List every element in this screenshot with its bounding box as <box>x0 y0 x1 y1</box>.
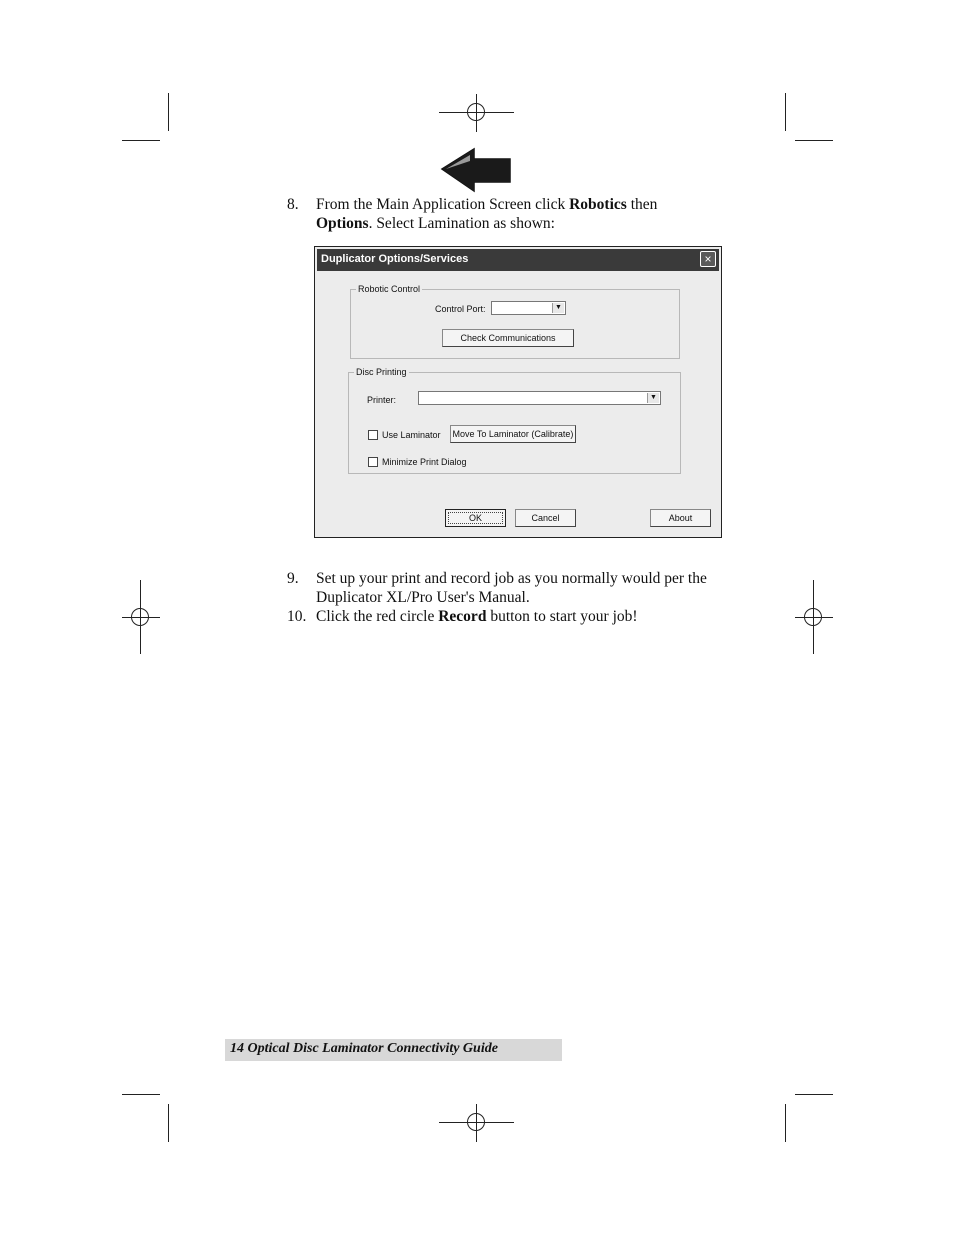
cancel-button[interactable]: Cancel <box>515 509 576 527</box>
page-footer <box>225 1039 562 1061</box>
chevron-down-icon: ▼ <box>647 393 659 403</box>
minimize-print-dialog-checkbox[interactable] <box>368 457 378 467</box>
move-to-laminator-button[interactable]: Move To Laminator (Calibrate) <box>450 425 576 443</box>
ok-button[interactable]: OK <box>445 509 506 527</box>
step-text: Click the red circle Record button to start your job! <box>316 608 638 625</box>
control-port-select[interactable] <box>491 301 566 315</box>
use-laminator-label: Use Laminator <box>382 430 441 440</box>
group-label: Disc Printing <box>356 367 407 377</box>
step-number: 10. <box>287 608 307 625</box>
duplicator-options-dialog <box>314 246 722 538</box>
step-number: 9. <box>287 570 299 587</box>
left-arrow-icon <box>440 147 514 193</box>
group-label: Robotic Control <box>358 284 421 294</box>
check-communications-button[interactable]: Check Communications <box>442 329 574 347</box>
step-number: 8. <box>287 196 299 213</box>
close-icon[interactable]: × <box>700 251 716 267</box>
dialog-titlebar <box>317 249 719 271</box>
dialog-title: Duplicator Options/Services <box>321 253 469 265</box>
step-text: From the Main Application Screen click Robotics then Options. Select Lamination as shown: <box>316 196 658 232</box>
chevron-down-icon: ▼ <box>552 303 564 313</box>
robotic-control-group <box>350 284 680 359</box>
printer-select[interactable] <box>418 391 661 405</box>
step-text: Set up your print and record job as you normally would per the Duplicator XL/Pro User's Manual. <box>316 570 707 606</box>
about-button[interactable]: About <box>650 509 711 527</box>
footer-text: 14 Optical Disc Laminator Connectivity Guide <box>230 1041 498 1056</box>
use-laminator-checkbox[interactable] <box>368 430 378 440</box>
printer-label: Printer: <box>367 395 397 405</box>
minimize-print-dialog-label: Minimize Print Dialog <box>382 457 467 467</box>
control-port-label: Control Port: <box>435 304 486 314</box>
